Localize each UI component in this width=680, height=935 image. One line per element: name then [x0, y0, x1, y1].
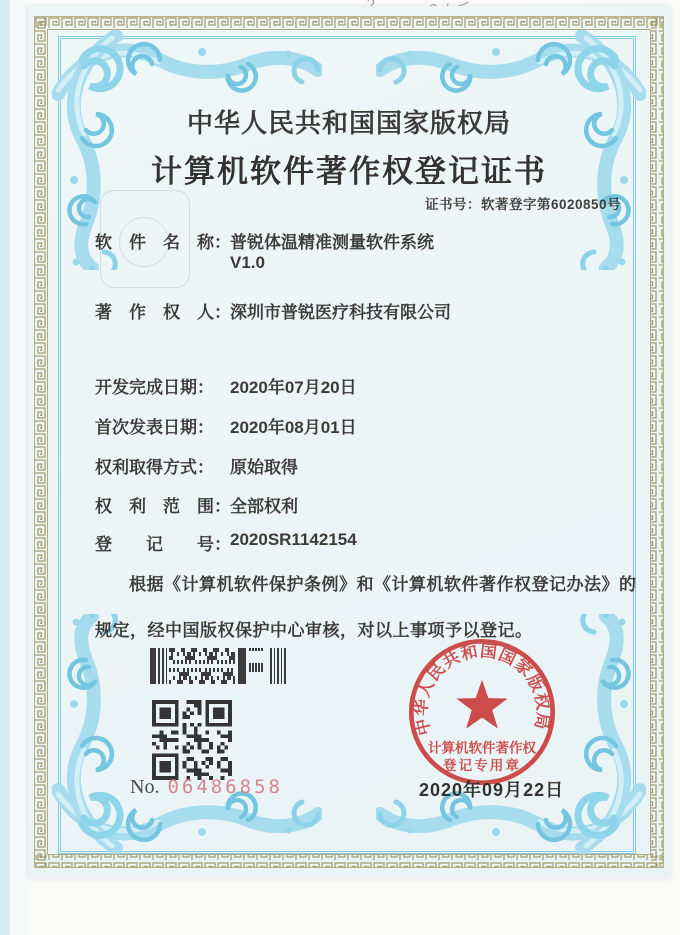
certificate-number-line — [425, 193, 621, 213]
field-first-publish-date — [95, 413, 357, 437]
field-label: 著 作 权 人： — [95, 303, 231, 322]
field-value: 2020年08月01日 — [230, 418, 357, 437]
field-software-name — [95, 228, 434, 252]
qr-code — [152, 700, 232, 785]
certificate-page — [28, 6, 670, 878]
official-seal — [404, 634, 560, 790]
seal-title-line1: 计算机软件著作权 — [427, 740, 537, 756]
software-version: V1.0 — [230, 253, 265, 272]
serial-number: 06486858 — [167, 776, 283, 798]
field-value: 2020年07月20日 — [230, 378, 357, 397]
field-label: 首次发表日期： — [95, 418, 214, 437]
certificate-number-value: 软著登字第6020850号 — [481, 197, 622, 212]
scan-edge-strip-light — [10, 0, 28, 935]
barcode-pdf417 — [150, 648, 287, 684]
field-registration-number — [95, 530, 357, 554]
field-value: 全部权利 — [230, 497, 298, 516]
field-value: 原始取得 — [230, 458, 298, 477]
field-dev-complete-date — [95, 373, 357, 397]
issue-date: 2020年09月22日 — [419, 780, 565, 800]
certificate-number-label: 证书号： — [425, 197, 481, 212]
field-label: 权利取得方式： — [95, 458, 214, 477]
field-value: 深圳市普锐医疗科技有限公司 — [230, 303, 451, 322]
certificate-title: 计算机软件著作权登记证书 — [151, 154, 547, 189]
statement-line-2: 规定，经中国版权保护中心审核，对以上事项予以登记。 — [95, 621, 533, 640]
statement-line-1: 根据《计算机软件保护条例》和《计算机软件著作权登记办法》的 — [129, 575, 637, 594]
field-label: 权 利 范 围： — [95, 497, 231, 516]
seal-ring-text: 中华人民共和国国家版权局 — [411, 641, 553, 738]
field-right-acquisition — [95, 453, 298, 477]
seal-title-line2: 登记专用章 — [443, 758, 521, 774]
field-right-scope — [95, 492, 298, 516]
field-copyright-holder — [95, 298, 451, 322]
field-value: 普锐体温精准测量软件系统 — [230, 233, 434, 252]
serial-prefix: No. — [130, 776, 160, 798]
serial-number-line — [130, 776, 283, 799]
authority-title: 中华人民共和国国家版权局 — [186, 109, 511, 138]
scan-edge-strip — [0, 0, 10, 935]
field-value: 2020SR1142154 — [230, 530, 357, 549]
field-label: 软 件 名 称： — [95, 233, 231, 252]
field-label: 开发完成日期： — [95, 378, 214, 397]
field-label: 登 记 号： — [95, 535, 231, 554]
seal-star-icon — [456, 680, 507, 729]
